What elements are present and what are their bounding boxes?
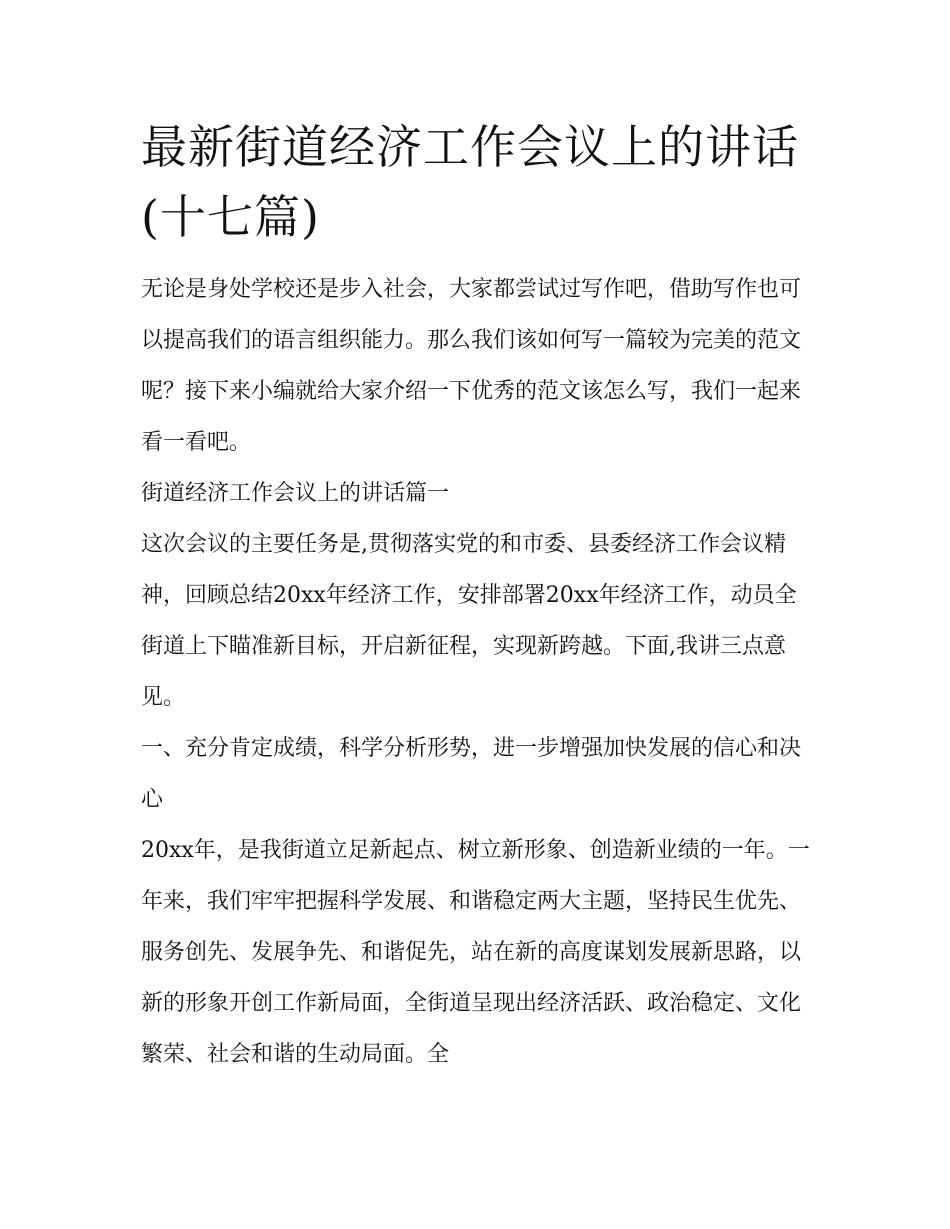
document-body [141, 264, 813, 1080]
document-title: 最新街道经济工作会议上的讲话(十七篇) [141, 120, 799, 244]
point-heading-one: 一、充分肯定成绩，科学分析形势，进一步增强加快发展的信心和决心 [141, 736, 802, 812]
paragraph-intro: 无论是身处学校还是步入社会，大家都尝试过写作吧，借助写作也可以提高我们的语言组织能力。那么我们该如何写一篇较为完美的范文呢？接下来小编就给大家介绍一下优秀的范文该怎么写，我们一起来看一看吧。 [141, 277, 802, 455]
section-heading: 街道经济工作会议上的讲话篇一 [141, 481, 450, 506]
paragraph-meeting-task: 这次会议的主要任务是,贯彻落实党的和市委、县委经济工作会议精神，回顾总结20xx年经济工作，安排部署20xx年经济工作，动员全街道上下瞄准新目标，开启新征程，实现新跨越。下面,我讲三点意见。 [141, 532, 797, 710]
paragraph-achievements: 20xx年，是我街道立足新起点、树立新形象、创造新业绩的一年。一年来，我们牢牢把握科学发展、和谐稳定两大主题，坚持民生优先、服务创先、发展争先、和谐促先，站在新的高度谋划发展新思路，以新的形象开创工作新局面，全街道呈现出经济活跃、政治稳定、文化繁荣、社会和谐的生动局面。全 [141, 838, 810, 1067]
document-page [141, 112, 813, 1080]
